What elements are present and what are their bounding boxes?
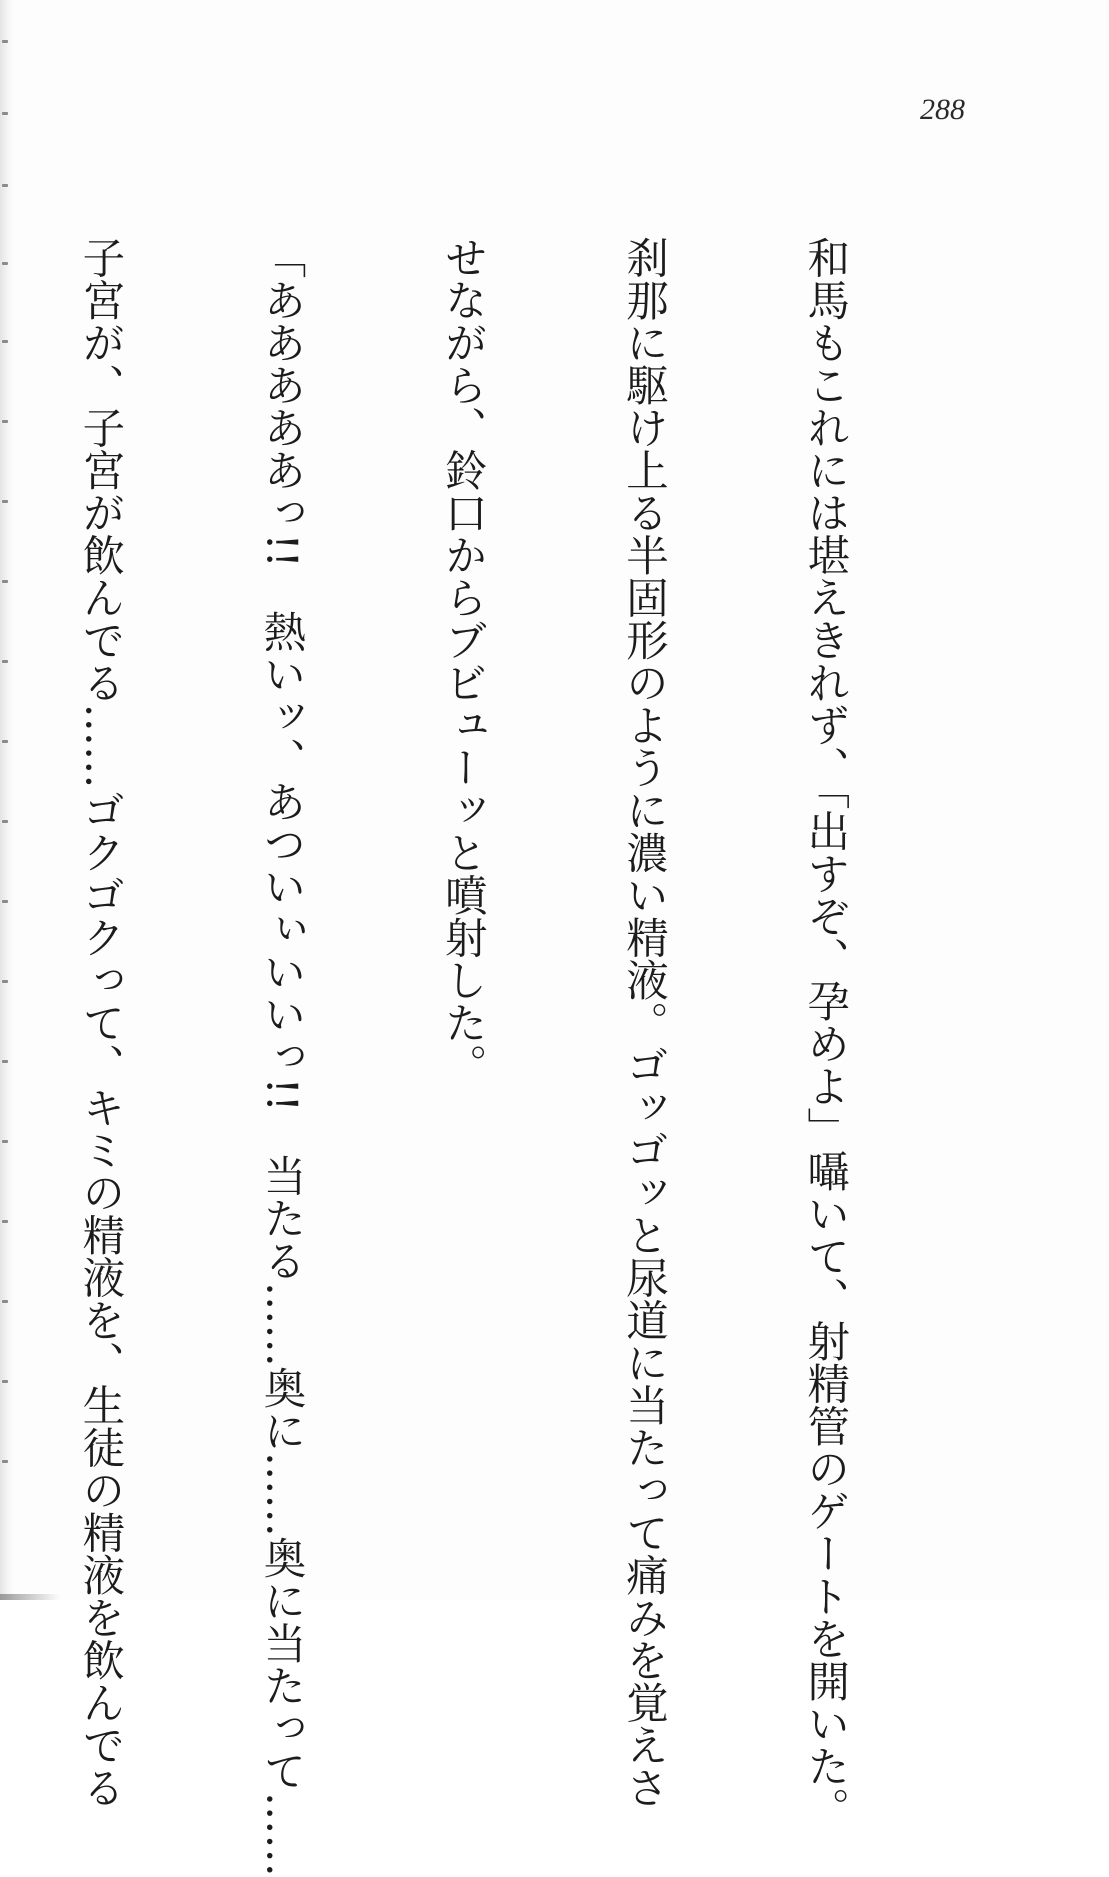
text-line: 和馬もこれには堪えきれず、「出すぞ、孕めよ」囁いて、射精管のゲートを開いた。	[800, 236, 850, 1830]
binding-mark	[2, 40, 8, 43]
binding-mark	[2, 184, 8, 187]
binding-mark	[2, 112, 8, 115]
text-line: せながら、鈴口からブビューッと噴射した。	[437, 236, 487, 1086]
page-number: 288	[920, 93, 965, 126]
text-line: 「あああああっ!! 熱いッ、あついぃいいっ!! 当たる……奥に……奥に当たって……	[256, 236, 306, 1877]
scan-edge-mark	[0, 1594, 60, 1600]
text-line: 刹那に駆け上る半固形のように濃い精液。ゴッゴッと尿道に当たって痛みを覚えさ	[618, 236, 668, 1809]
novel-text-block	[0, 236, 975, 1877]
text-line: 子宮が、子宮が飲んでる……ゴクゴクって、キミの精液を、生徒の精液を飲んでる	[75, 236, 125, 1809]
